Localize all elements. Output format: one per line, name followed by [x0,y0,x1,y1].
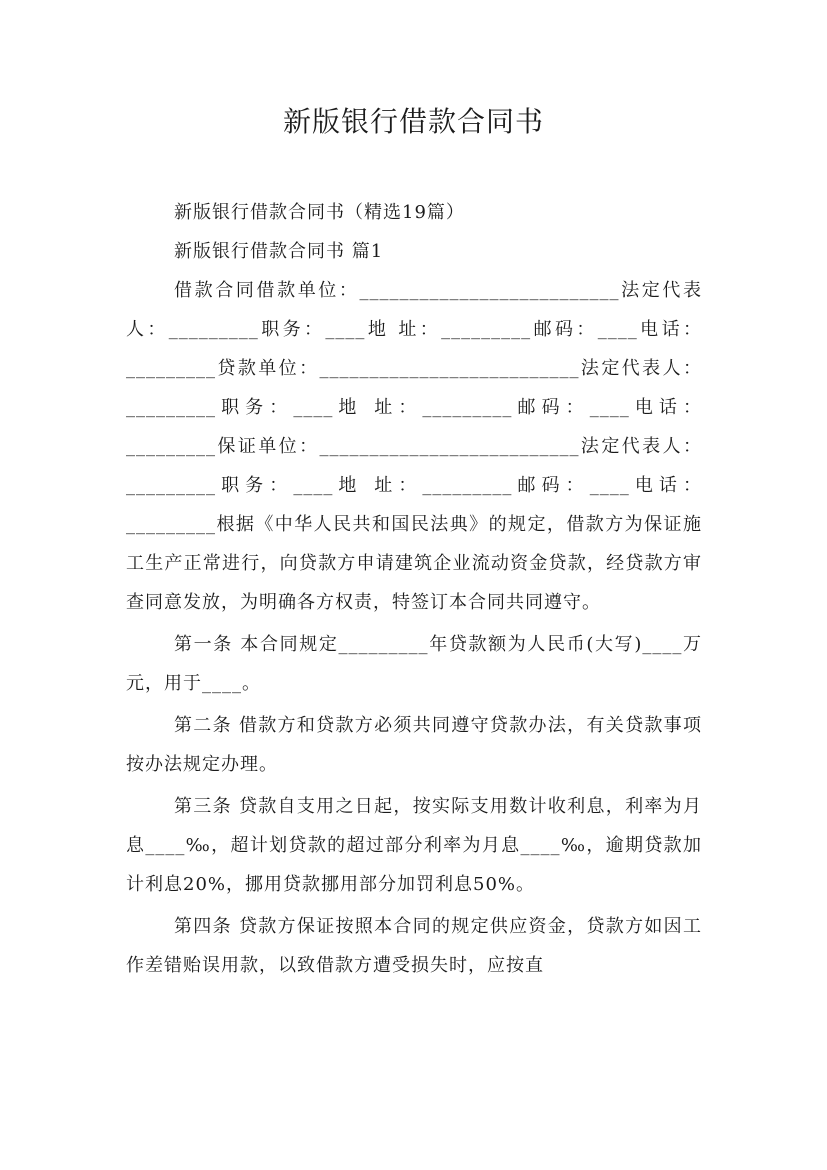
document-body [126,193,702,985]
parties-paragraph: 借款合同借款单位：__________________________法定代表人：_________职务：____地 址：_________邮码：____电话：_________贷款单位：__________________________法定代表人：_________职务：____地 址：_________邮码：____电话：_________保证单位：__________________________法定代表人：_________职务：____地 址：_________邮码：____电话：_________根据《中华人民共和国民法典》的规定，借款方为保证施工生产正常进行，向贷款方申请建筑企业流动资金贷款，经贷款方审查同意发放，为明确各方权责，特签订本合同共同遵守。 [126,280,702,613]
document-title: 新版银行借款合同书 [282,105,544,138]
article-1: 第一条 本合同规定_________年贷款额为人民币(大写)____万元，用于____。 [126,634,702,694]
section-heading: 新版银行借款合同书 篇1 [174,241,384,262]
article-3: 第三条 贷款自支用之日起，按实际支用数计收利息，利率为月息____‰，超计划贷款的超过部分利率为月息____‰，逾期贷款加计利息20%，挪用贷款挪用部分加罚利息50%。 [126,796,702,895]
article-4: 第四条 贷款方保证按照本合同的规定供应资金，贷款方如因工作差错贻误用款，以致借款方遭受损失时，应按直 [126,916,702,976]
article-2: 第二条 借款方和贷款方必须共同遵守贷款办法，有关贷款事项按办法规定办理。 [126,715,702,775]
subtitle-paragraph: 新版银行借款合同书（精选19篇） [174,202,465,223]
